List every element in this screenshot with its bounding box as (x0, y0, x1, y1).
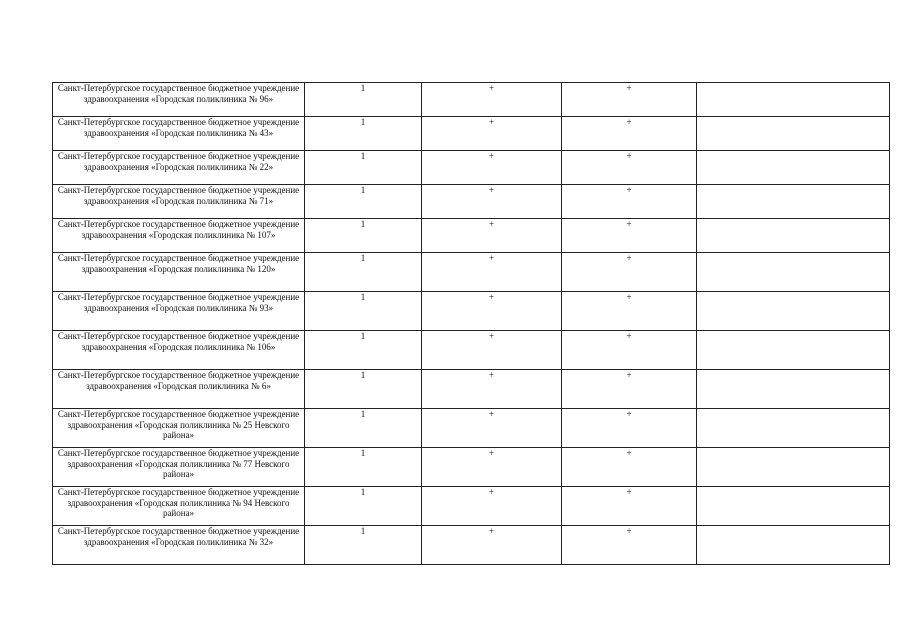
mark-cell-1: + (422, 151, 562, 185)
mark-cell-2: + (562, 117, 697, 151)
note-cell (697, 292, 890, 331)
table-row (53, 487, 890, 526)
quantity-cell: 1 (305, 219, 422, 253)
note-cell (697, 448, 890, 487)
note-cell (697, 370, 890, 409)
table-row (53, 151, 890, 185)
quantity-cell: 1 (305, 370, 422, 409)
table-row (53, 448, 890, 487)
note-cell (697, 526, 890, 565)
org-name-cell: Санкт-Петербургское государственное бюджетное учреждение здравоохранения «Городская поликлиника № 96» (53, 83, 305, 117)
clinics-table (52, 82, 890, 565)
mark-cell-2: + (562, 185, 697, 219)
mark-cell-2: + (562, 292, 697, 331)
note-cell (697, 487, 890, 526)
mark-cell-2: + (562, 409, 697, 448)
table-row (53, 370, 890, 409)
table-row (53, 185, 890, 219)
table-row (53, 83, 890, 117)
mark-cell-1: + (422, 487, 562, 526)
table-row (53, 253, 890, 292)
quantity-cell: 1 (305, 117, 422, 151)
org-name-cell: Санкт-Петербургское государственное бюджетное учреждение здравоохранения «Городская поликлиника № 22» (53, 151, 305, 185)
quantity-cell: 1 (305, 487, 422, 526)
mark-cell-1: + (422, 331, 562, 370)
org-name-cell: Санкт-Петербургское государственное бюджетное учреждение здравоохранения «Городская поликлиника № 106» (53, 331, 305, 370)
org-name-cell: Санкт-Петербургское государственное бюджетное учреждение здравоохранения «Городская поликлиника № 71» (53, 185, 305, 219)
org-name-cell: Санкт-Петербургское государственное бюджетное учреждение здравоохранения «Городская поликлиника № 107» (53, 219, 305, 253)
quantity-cell: 1 (305, 526, 422, 565)
mark-cell-1: + (422, 185, 562, 219)
quantity-cell: 1 (305, 185, 422, 219)
org-name-cell: Санкт-Петербургское государственное бюджетное учреждение здравоохранения «Городская поликлиника № 120» (53, 253, 305, 292)
note-cell (697, 219, 890, 253)
mark-cell-2: + (562, 253, 697, 292)
mark-cell-1: + (422, 219, 562, 253)
mark-cell-2: + (562, 151, 697, 185)
quantity-cell: 1 (305, 151, 422, 185)
table-row (53, 219, 890, 253)
note-cell (697, 331, 890, 370)
table-row (53, 409, 890, 448)
org-name-cell: Санкт-Петербургское государственное бюджетное учреждение здравоохранения «Городская поликлиника № 6» (53, 370, 305, 409)
note-cell (697, 117, 890, 151)
mark-cell-1: + (422, 253, 562, 292)
mark-cell-1: + (422, 526, 562, 565)
quantity-cell: 1 (305, 448, 422, 487)
quantity-cell: 1 (305, 292, 422, 331)
note-cell (697, 253, 890, 292)
mark-cell-2: + (562, 448, 697, 487)
mark-cell-2: + (562, 331, 697, 370)
org-name-cell: Санкт-Петербургское государственное бюджетное учреждение здравоохранения «Городская поликлиника № 32» (53, 526, 305, 565)
mark-cell-1: + (422, 83, 562, 117)
note-cell (697, 83, 890, 117)
table-row (53, 331, 890, 370)
quantity-cell: 1 (305, 331, 422, 370)
org-name-cell: Санкт-Петербургское государственное бюджетное учреждение здравоохранения «Городская поликлиника № 77 Невского района» (53, 448, 305, 487)
mark-cell-1: + (422, 292, 562, 331)
note-cell (697, 409, 890, 448)
note-cell (697, 185, 890, 219)
mark-cell-1: + (422, 370, 562, 409)
clinics-table-body (53, 83, 890, 565)
mark-cell-2: + (562, 526, 697, 565)
org-name-cell: Санкт-Петербургское государственное бюджетное учреждение здравоохранения «Городская поликлиника № 25 Невского района» (53, 409, 305, 448)
quantity-cell: 1 (305, 253, 422, 292)
mark-cell-1: + (422, 117, 562, 151)
mark-cell-2: + (562, 83, 697, 117)
table-row (53, 292, 890, 331)
mark-cell-2: + (562, 370, 697, 409)
note-cell (697, 151, 890, 185)
org-name-cell: Санкт-Петербургское государственное бюджетное учреждение здравоохранения «Городская поликлиника № 93» (53, 292, 305, 331)
org-name-cell: Санкт-Петербургское государственное бюджетное учреждение здравоохранения «Городская поликлиника № 94 Невского района» (53, 487, 305, 526)
mark-cell-1: + (422, 448, 562, 487)
mark-cell-2: + (562, 487, 697, 526)
table-row (53, 117, 890, 151)
mark-cell-2: + (562, 219, 697, 253)
table-row (53, 526, 890, 565)
quantity-cell: 1 (305, 83, 422, 117)
mark-cell-1: + (422, 409, 562, 448)
org-name-cell: Санкт-Петербургское государственное бюджетное учреждение здравоохранения «Городская поликлиника № 43» (53, 117, 305, 151)
quantity-cell: 1 (305, 409, 422, 448)
